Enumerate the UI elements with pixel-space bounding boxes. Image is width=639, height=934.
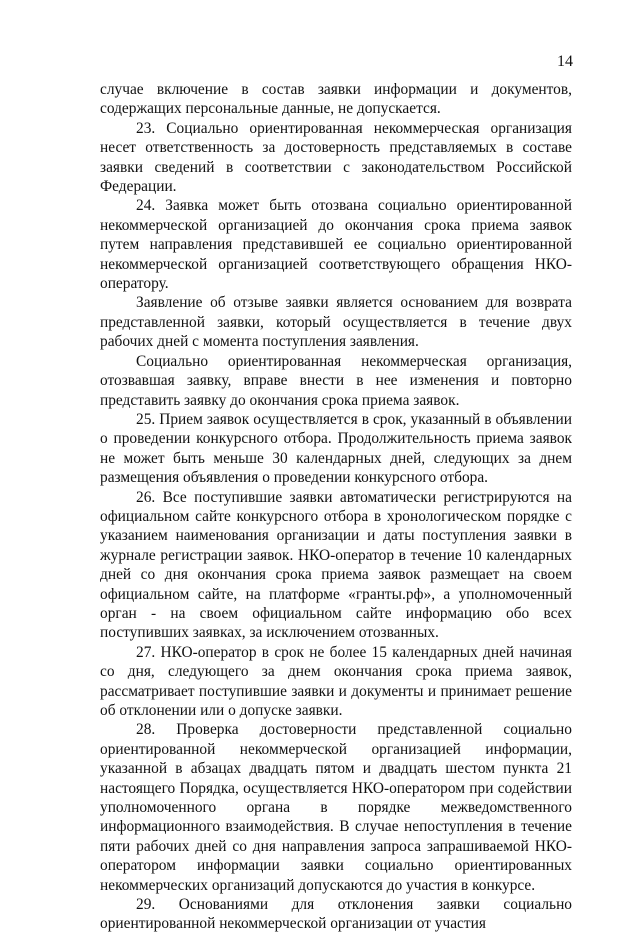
paragraph-item-24: 24. Заявка может быть отозвана социально ориентированной некоммерческой организацией до окончания срока приема заявок путем направления представившей ее социально ориентированной некоммерческой организацией соответствующего обращения НКО-оператору. bbox=[100, 197, 572, 293]
paragraph-item-28: 28. Проверка достоверности представленной социально ориентированной некоммерческой организацией информации, указанной в абзацах двадцать пятом и двадцать шестом пункта 21 настоящего Порядка, осуществляется НКО-оператором при содействии уполномоченного органа в порядке межведомственного информационного взаимодействия. В случае непоступления в течение пяти рабочих дней со дня направления запроса запрашиваемой НКО- оператором информации заявки социально ориентированных некоммерческих организаций допускаются до участия в конкурсе. bbox=[100, 721, 572, 894]
page-number: 14 bbox=[557, 53, 573, 70]
paragraph-item-27: 27. НКО-оператор в срок не более 15 календарных дней начиная со дня, следующего за днем окончания срока приема заявок, рассматривает поступившие заявки и документы и принимает решение об отклонении или о допуске заявки. bbox=[100, 643, 572, 719]
paragraph-withdrawal-statement: Заявление об отзыве заявки является основанием для возврата представленной заявки, который осуществляется в течение двух рабочих дней с момента поступления заявления. bbox=[100, 294, 572, 351]
paragraph-item-23: 23. Социально ориентированная некоммерческая организация несет ответственность за достоверность представляемых в составе заявки сведений в соответствии с законодательством Российской Федерации. bbox=[100, 119, 572, 196]
document-body bbox=[100, 80, 572, 934]
paragraph-continuation: случае включение в состав заявки информации и документов, содержащих персональные данные, не допускается. bbox=[100, 81, 572, 118]
paragraph-resubmission: Социально ориентированная некоммерческая организация, отозвавшая заявку, вправе внести в нее изменения и повторно представить заявку до окончания срока приема заявок. bbox=[100, 352, 572, 409]
paragraph-item-26: 26. Все поступившие заявки автоматически регистрируются на официальном сайте конкурсного отбора в хронологическом порядке с указанием наименования организации и даты поступления заявки в журнале регистрации заявок. НКО-оператор в течение 10 календарных дней со дня окончания срока приема заявок размещает на своем официальном сайте, на платформе «гранты.рф», а уполномоченный орган - на своем официальном сайте информацию обо всех поступивших заявках, за исключением отозванных. bbox=[100, 488, 572, 642]
paragraph-item-29: 29. Основаниями для отклонения заявки социально ориентированной некоммерческой организации от участия bbox=[100, 896, 572, 933]
paragraph-item-25: 25. Прием заявок осуществляется в срок, указанный в объявлении о проведении конкурсного отбора. Продолжительность приема заявок не может быть меньше 30 календарных дней, следующих за днем размещения объявления о проведении конкурсного отбора. bbox=[100, 410, 572, 487]
